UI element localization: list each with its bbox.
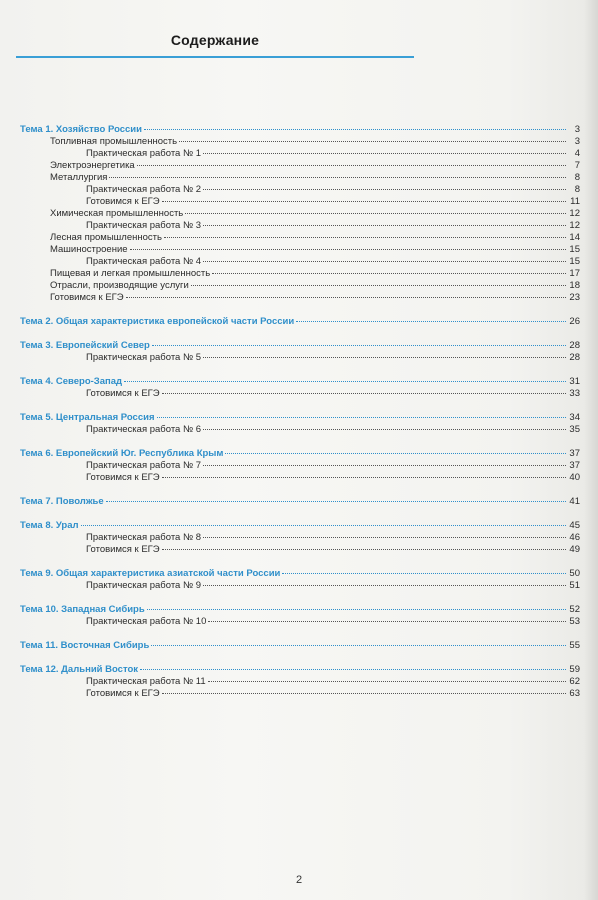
toc-page-number: 59 (569, 664, 580, 675)
toc-entry-label: Химическая промышленность (50, 208, 184, 219)
toc-page-number: 37 (569, 448, 580, 459)
toc-entry[interactable] (20, 268, 580, 280)
dot-leader (185, 213, 566, 214)
toc-page-number: 26 (569, 316, 580, 327)
toc-entry[interactable] (20, 688, 580, 700)
toc-page-number: 8 (574, 172, 580, 183)
toc-page-number: 18 (569, 280, 580, 291)
toc-page-number: 50 (569, 568, 580, 579)
toc-entry-label: Готовимся к ЕГЭ (86, 544, 160, 555)
toc-entry[interactable] (20, 676, 580, 688)
toc-entry-label: Топливная промышленность (50, 136, 178, 147)
dot-leader (212, 273, 566, 274)
toc-page-number: 11 (570, 196, 580, 207)
toc-page-number: 49 (569, 544, 580, 555)
toc-entry[interactable] (20, 292, 580, 304)
toc-entry[interactable] (20, 280, 580, 292)
toc-entry-label: Тема 11. Восточная Сибирь (20, 640, 150, 651)
page-number: 2 (295, 874, 303, 886)
toc-entry-label: Электроэнергетика (50, 160, 135, 171)
toc-entry-label: Практическая работа № 7 (86, 460, 202, 471)
toc-topic-entry[interactable] (20, 520, 580, 532)
toc-entry[interactable] (20, 220, 580, 232)
toc-entry-label: Готовимся к ЕГЭ (86, 196, 160, 207)
toc-entry-label: Практическая работа № 3 (86, 220, 202, 231)
toc-entry-label: Практическая работа № 10 (86, 616, 207, 627)
toc-entry-label: Машиностроение (50, 244, 128, 255)
toc-entry-label: Практическая работа № 1 (86, 148, 202, 159)
toc-entry-label: Тема 5. Центральная Россия (20, 412, 155, 423)
dot-leader (109, 177, 566, 178)
toc-page-number: 41 (569, 496, 580, 507)
toc-topic-entry[interactable] (20, 568, 580, 580)
toc-page-number: 37 (569, 460, 580, 471)
toc-page-number: 51 (569, 580, 580, 591)
dot-leader (203, 585, 566, 586)
dot-leader (162, 549, 566, 550)
toc-entry-label: Тема 9. Общая характеристика азиатской части России (20, 568, 281, 579)
dot-leader (140, 669, 566, 670)
toc-entry[interactable] (20, 148, 580, 160)
toc-entry-label: Пищевая и легкая промышленность (50, 268, 211, 279)
toc-entry-label: Тема 1. Хозяйство России (20, 124, 142, 135)
toc-page-number: 53 (569, 616, 580, 627)
toc-entry-label: Практическая работа № 5 (86, 352, 202, 363)
toc-entry-label: Готовимся к ЕГЭ (50, 292, 124, 303)
dot-leader (203, 537, 566, 538)
dot-leader (203, 189, 566, 190)
toc-spacer (20, 652, 580, 664)
toc-topic-entry[interactable] (20, 640, 580, 652)
toc-page-number: 28 (569, 340, 580, 351)
dot-leader (203, 261, 566, 262)
toc-entry-label: Лесная промышленность (50, 232, 162, 243)
toc-page-number: 17 (569, 268, 580, 279)
toc-topic-entry[interactable] (20, 604, 580, 616)
toc-page-number: 12 (569, 220, 580, 231)
toc-entry[interactable] (20, 208, 580, 220)
dot-leader (208, 681, 566, 682)
dot-leader (225, 453, 566, 454)
dot-leader (162, 693, 566, 694)
toc-page-number: 46 (569, 532, 580, 543)
toc-topic-entry[interactable] (20, 496, 580, 508)
toc-entry[interactable] (20, 352, 580, 364)
toc-entry-label: Практическая работа № 4 (86, 256, 202, 267)
dot-leader (162, 201, 566, 202)
title-underline (16, 56, 414, 58)
toc-spacer (20, 400, 580, 412)
dot-leader (162, 393, 566, 394)
toc-entry-label: Тема 7. Поволжье (20, 496, 104, 507)
dot-leader (162, 477, 566, 478)
dot-leader (126, 297, 566, 298)
toc-topic-entry[interactable] (20, 412, 580, 424)
dot-leader (130, 249, 566, 250)
toc-entry[interactable] (20, 424, 580, 436)
toc-entry[interactable] (20, 232, 580, 244)
toc-spacer (20, 364, 580, 376)
toc-page-number: 8 (574, 184, 580, 195)
dot-leader (151, 645, 566, 646)
dot-leader (203, 357, 566, 358)
toc-spacer (20, 484, 580, 496)
toc-page-number: 3 (574, 136, 580, 147)
toc-entry-label: Металлургия (50, 172, 108, 183)
toc-page-number: 23 (569, 292, 580, 303)
toc-entry-label: Готовимся к ЕГЭ (86, 472, 160, 483)
toc-entry[interactable] (20, 388, 580, 400)
dot-leader (203, 429, 566, 430)
toc-spacer (20, 436, 580, 448)
toc-page-number: 45 (569, 520, 580, 531)
dot-leader (191, 285, 566, 286)
toc-page-number: 35 (569, 424, 580, 435)
dot-leader (208, 621, 566, 622)
toc-entry-label: Тема 2. Общая характеристика европейской части России (20, 316, 295, 327)
toc-entry[interactable] (20, 544, 580, 556)
dot-leader (144, 129, 566, 130)
toc-page-number: 12 (569, 208, 580, 219)
toc-page-number: 34 (569, 412, 580, 423)
toc-page-number: 40 (569, 472, 580, 483)
toc-topic-entry[interactable] (20, 376, 580, 388)
toc-spacer (20, 592, 580, 604)
toc-entry-label: Тема 3. Европейский Север (20, 340, 150, 351)
toc-entry-label: Отрасли, производящие услуги (50, 280, 189, 291)
toc-entry[interactable] (20, 460, 580, 472)
dot-leader (124, 381, 566, 382)
toc-entry-label: Практическая работа № 9 (86, 580, 202, 591)
dot-leader (157, 417, 567, 418)
toc-entry[interactable] (20, 532, 580, 544)
toc-spacer (20, 328, 580, 340)
toc-entry-label: Практическая работа № 2 (86, 184, 202, 195)
toc-page-number: 15 (569, 244, 580, 255)
toc-page-number: 7 (574, 160, 580, 171)
toc-entry-label: Готовимся к ЕГЭ (86, 688, 160, 699)
toc-entry[interactable] (20, 172, 580, 184)
dot-leader (147, 609, 566, 610)
dot-leader (282, 573, 566, 574)
toc-page-number: 33 (569, 388, 580, 399)
toc-entry-label: Практическая работа № 8 (86, 532, 202, 543)
table-of-contents (20, 124, 580, 700)
toc-page-number: 28 (569, 352, 580, 363)
toc-entry[interactable] (20, 184, 580, 196)
page-edge-shadow (584, 0, 598, 900)
toc-entry-label: Готовимся к ЕГЭ (86, 388, 160, 399)
toc-page-number: 55 (569, 640, 580, 651)
page-title: Содержание (170, 32, 260, 48)
dot-leader (203, 465, 566, 466)
dot-leader (203, 153, 566, 154)
toc-topic-entry[interactable] (20, 124, 580, 136)
toc-entry[interactable] (20, 160, 580, 172)
toc-page-number: 52 (569, 604, 580, 615)
toc-entry-label: Тема 12. Дальний Восток (20, 664, 139, 675)
dot-leader (137, 165, 566, 166)
dot-leader (106, 501, 566, 502)
toc-entry[interactable] (20, 244, 580, 256)
toc-page-number: 15 (569, 256, 580, 267)
toc-spacer (20, 508, 580, 520)
toc-header (16, 32, 414, 50)
toc-topic-entry[interactable] (20, 664, 580, 676)
toc-spacer (20, 628, 580, 640)
toc-entry[interactable] (20, 472, 580, 484)
toc-entry[interactable] (20, 196, 580, 208)
dot-leader (152, 345, 566, 346)
toc-entry-label: Тема 10. Западная Сибирь (20, 604, 145, 615)
dot-leader (179, 141, 566, 142)
toc-spacer (20, 556, 580, 568)
toc-entry[interactable] (20, 616, 580, 628)
dot-leader (81, 525, 566, 526)
toc-page-number: 62 (569, 676, 580, 687)
toc-entry-label: Тема 6. Европейский Юг. Республика Крым (20, 448, 224, 459)
toc-entry-label: Практическая работа № 11 (86, 676, 206, 687)
toc-topic-entry[interactable] (20, 448, 580, 460)
toc-page-number: 3 (574, 124, 580, 135)
toc-entry-label: Практическая работа № 6 (86, 424, 202, 435)
toc-entry[interactable] (20, 256, 580, 268)
dot-leader (164, 237, 566, 238)
toc-entry-label: Тема 8. Урал (20, 520, 79, 531)
toc-entry[interactable] (20, 580, 580, 592)
toc-topic-entry[interactable] (20, 340, 580, 352)
toc-entry[interactable] (20, 136, 580, 148)
toc-spacer (20, 304, 580, 316)
toc-topic-entry[interactable] (20, 316, 580, 328)
toc-page-number: 63 (569, 688, 580, 699)
dot-leader (203, 225, 566, 226)
toc-page-number: 31 (569, 376, 580, 387)
toc-page-number: 4 (574, 148, 580, 159)
toc-entry-label: Тема 4. Северо-Запад (20, 376, 123, 387)
dot-leader (296, 321, 566, 322)
toc-page-number: 14 (569, 232, 580, 243)
